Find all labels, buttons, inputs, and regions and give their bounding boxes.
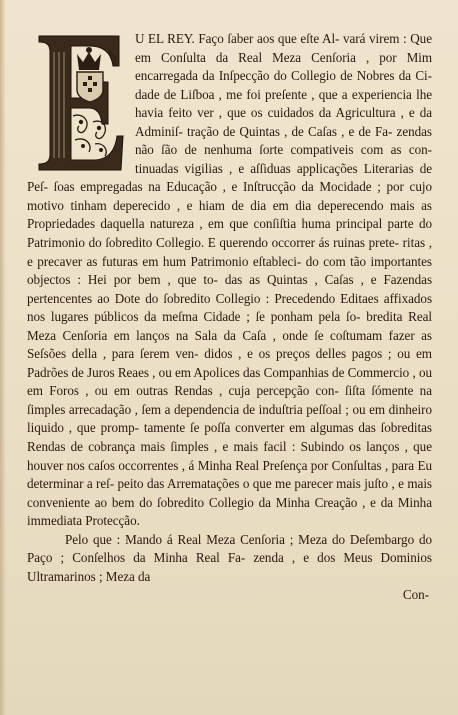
text-line: zenda , e dos Meus Dominios Ultramarinos ; Meza da	[27, 550, 432, 584]
text-line: lugares públicos da meſma Cidade ; ſe ponham pela ſo-	[50, 309, 361, 325]
text-line: Reaes , ou em Apolices das Companhias de Commercio ,	[117, 364, 416, 380]
text-line: do com tão importantes objectos : Hei por bem , que to-	[27, 253, 432, 288]
text-line: peito das Arrematações o que me parecer mais juſto , e	[117, 476, 404, 492]
text-line: Rendas de cobrança mais ſimples , e mais facil : Subindo	[27, 439, 345, 455]
text-line: onde ſe coſtumam fazer as Seſsões della , para ſerem ven-	[27, 327, 432, 362]
text-line: ſiſta ſómente na ſimples arrecadação , ſem a dependencia	[27, 383, 432, 417]
text-line: mais conveniente ao bem do ſobredito Collegio da Minha	[27, 476, 432, 510]
text-line: ſobredito Collegio. E querendo occorrer ás ruinas prete-	[105, 235, 399, 251]
text-line: de induſtria peſſoal ; ou em dinheiro liquido , que promp-	[27, 401, 432, 436]
text-line: tinuadas vigilias , e aſſiduas applicações Literarias de Peſ-	[27, 160, 432, 195]
text-line: dade de Liſboa , me foi preſente , que a	[135, 86, 348, 102]
text-line: Meza Cenſoria , por Mim encarregada da	[135, 49, 432, 84]
text-line: bredita Real Meza Cenſoria em lanços na Sala da Caſa ,	[27, 309, 433, 343]
text-line: ſoas empregadas na Educação , e Inſtrucção da Mocidade ;	[53, 179, 381, 195]
text-line: vará virem : Que em Conſulta da Real	[135, 31, 432, 65]
text-line: Inſpecção do Collegio de Nobres da Ci-	[218, 68, 432, 84]
text-line: em que conſiſtia huma principal parte do Patrimonio do	[27, 216, 432, 251]
text-line: ritas , e precaver as futuras em hum Patrimonio eſtableci-	[27, 235, 432, 269]
catchword: Con-	[402, 587, 429, 603]
text-line: Real Preſença por Conſultas , para Eu determinar a reſ-	[27, 457, 432, 492]
text-line: tamente ſe poſſa converter em algumas das ſobreditas	[143, 420, 432, 436]
paragraph-2	[27, 531, 432, 587]
text-line: Pelo que : Mando á Real Meza Cenſoria ; Meza	[65, 531, 328, 547]
text-line: Creação , e da Minha immediata Protecção.	[27, 494, 432, 529]
text-line: U EL REY. Faço ſaber aos que eſte Al-	[135, 31, 340, 46]
document-text	[27, 30, 432, 605]
text-line: experiencia lhe havia feito ver , que os	[135, 86, 433, 121]
text-line: ou em Foros , ou em outras Rendas , cuja percepção con-	[27, 364, 432, 399]
text-line: por cujo motivo tinham deperecido , e hiam de dia em	[27, 179, 432, 213]
page-edge-shadow	[0, 0, 6, 715]
text-line: cuidados da Agricultura , e da Adminiſ-	[135, 105, 432, 139]
decorated-initial-e	[33, 32, 125, 174]
text-line: do ſobredito Collegio : Precedendo Editaes affixados nos	[27, 290, 433, 325]
text-line: zendas não ſão de nenhuma ſorte compativeis com as con-	[135, 123, 432, 158]
ornamental-letter-e-icon	[33, 32, 125, 174]
text-line: do Deſembargo do Paço ; Conſelhos da Minha Real Fa-	[27, 531, 432, 566]
text-line: das as Quintas , Caſas , e Fazendas pertencentes ao Dote	[27, 272, 433, 306]
text-line: dia deperecendo mais as Propriedades daquella natureza ,	[27, 197, 432, 232]
text-line: tração de Quintas , de Caſas , e de Fa-	[186, 123, 393, 139]
text-line: os lanços , que houver nos caſos occorrentes , á Minha	[27, 439, 432, 473]
text-line: didos , e os preços delles pagos ; ou em Padrões de Juros	[27, 346, 432, 380]
